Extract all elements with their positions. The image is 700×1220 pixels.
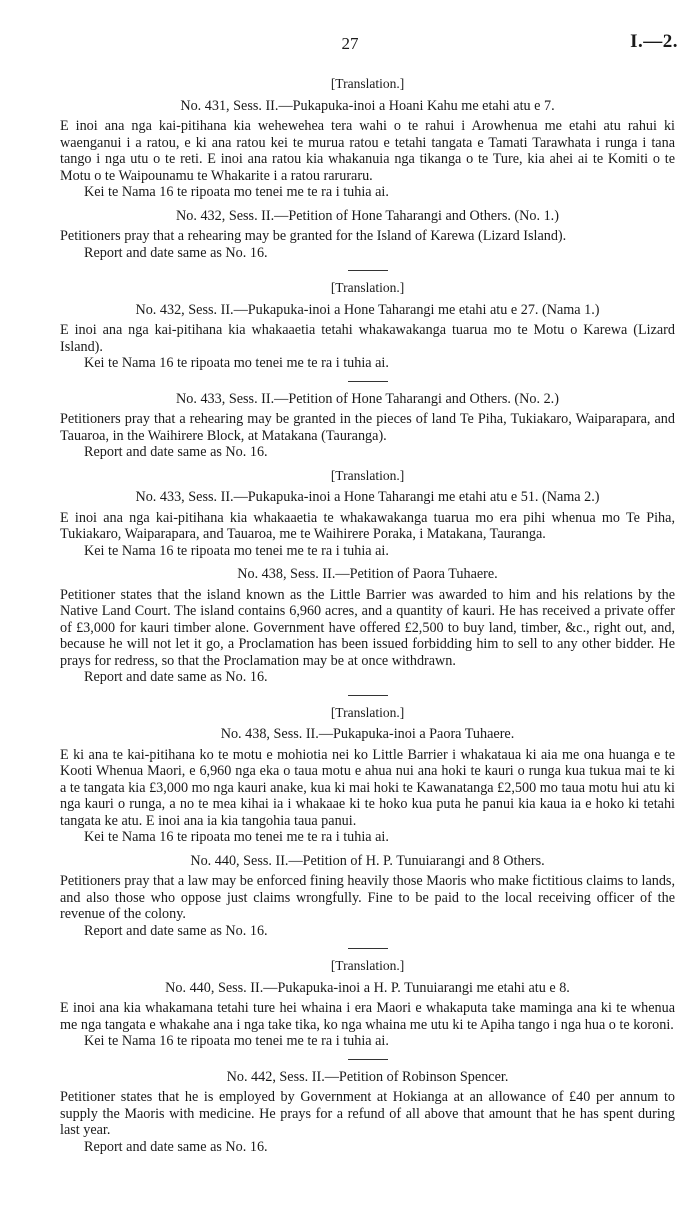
section-spacer [60,201,675,208]
petition-heading: No. 433, Sess. II.—Petition of Hone Taharangi and Others. (No. 2.) [176,390,559,407]
petition-section [60,566,675,686]
section-divider [348,270,388,271]
petition-heading: No. 432, Sess. II.—Petition of Hone Taharangi and Others. (No. 1.) [176,207,559,224]
petition-heading: No. 440, Sess. II.—Pukapuka-inoi a H. P. Tunuiarangi me etahi atu e 8. [165,979,570,996]
translation-label: [Translation.] [330,704,405,720]
section-divider [348,381,388,382]
page-number: 27 [341,34,359,53]
petition-text: E inoi ana kia whakamana tetahi ture hei whaina i era Maori e whakaputa take maminga ana ki te whenua me nga tangata e whakahe ana i nga take tika, ko nga whaina me utu ki te Apiha tango i nga hua o te koroni. [60,1000,675,1033]
section-spacer [60,846,675,853]
petition-section [60,958,675,1050]
report-note: Kei te Nama 16 te ripoata mo tenei me te ra i tuhia ai. [84,829,389,845]
report-note: Report and date same as No. 16. [84,922,268,939]
petition-heading: No. 438, Sess. II.—Petition of Paora Tuhaere. [237,566,498,582]
report-note: Report and date same as No. 16. [84,244,268,261]
report-note: Kei te Nama 16 te ripoata mo tenei me te ra i tuhia ai. [84,1033,389,1049]
petition-section [60,705,675,846]
section-divider [348,1059,388,1060]
petition-heading: No. 440, Sess. II.—Petition of H. P. Tunuiarangi and 8 Others. [190,852,545,869]
document-reference: I.—2. [630,31,678,52]
petition-text: Petitioners pray that a rehearing may be granted in the pieces of land Te Piha, Tukiakaro, Waiparapara, and Tauaroa, in the Waihirere Block, at Matakana (Tauranga). [60,411,675,444]
section-divider [348,948,388,949]
section-divider [348,695,388,696]
petition-section [60,468,675,560]
petition-text: E inoi ana nga kai-pitihana kia whakaaetia tetahi whakawakanga tuarua mo te Motu o Karewa (Lizard Island). [60,322,675,355]
petition-heading: No. 442, Sess. II.—Petition of Robinson Spencer. [226,1068,509,1085]
petition-text: Petitioner states that he is employed by Government at Hokianga at an allowance of £40 per annum to supply the Maoris with medicine. He prays for a refund of all above that amount that he has spent during last year. [60,1089,675,1138]
translation-label: [Translation.] [330,467,405,483]
section-spacer [60,559,675,566]
petition-heading: No. 433, Sess. II.—Pukapuka-inoi a Hone Taharangi me etahi atu e 51. (Nama 2.) [135,489,600,505]
report-note: Report and date same as No. 16. [84,1138,268,1155]
petition-section [60,391,675,461]
report-note: Report and date same as No. 16. [84,444,268,460]
report-note: Report and date same as No. 16. [84,669,268,685]
petition-section [60,1069,675,1156]
translation-label: [Translation.] [330,76,405,91]
petition-heading: No. 438, Sess. II.—Pukapuka-inoi a Paora Tuhaere. [220,726,515,742]
report-note: Kei te Nama 16 te ripoata mo tenei me te ra i tuhia ai. [84,355,389,371]
petition-section [60,280,675,372]
petition-text: E inoi ana nga kai-pitihana kia whakaaetia te whakawakanga tuarua mo era pihi whenua mo Te Piha, Tukiakaro, Waiparapara, and Tauaroa, me te Waihirere Poraka, i Matakana, Tauranga. [60,509,675,542]
translation-label: [Translation.] [330,958,405,973]
petition-section [60,853,675,940]
petition-heading: No. 431, Sess. II.—Pukapuka-inoi a Hoani Kahu me etahi atu e 7. [180,97,555,114]
petition-text: Petitioner states that the island known as the Little Barrier was awarded to him and his relations by the Native Land Court. The island contains 6,960 acres, and a quantity of kauri. He has received a private offer of £3,000 for kauri timber alone. Government have offered £2,500 to buy land, timber, &c., right out, and, because he will not let it go, a Proclamation has been issued forbidding him to sell to any other bidder. He prays for redress, so that the Proclamation may be at once withdrawn. [60,586,675,669]
report-note: Kei te Nama 16 te ripoata mo tenei me te ra i tuhia ai. [84,184,389,200]
petition-heading: No. 432, Sess. II.—Pukapuka-inoi a Hone Taharangi me etahi atu e 27. (Nama 1.) [135,301,600,318]
petition-text: Petitioners pray that a law may be enforced fining heavily those Maoris who make fictitious claims to lands, and also those who oppose just claims wrongfully. Fine to be paid to the local receiving officer of the revenue of the colony. [60,873,675,922]
report-note: Kei te Nama 16 te ripoata mo tenei me te ra i tuhia ai. [84,542,389,559]
petition-text: E inoi ana nga kai-pitihana kia wehewehea tera wahi o te rahui i Arowhenua me etahi atu rahui ki waenganui i a ratou, e ki ana ratou kei te murua ratou e tetahi tangata e Tamati Tarawhata i runga i tana tango i nga utu o te reti. E inoi ana ratou kia whakanuia nga tikanga o te Ture, kia ahei ai te Komiti o te Motu o te Waipounamu te Whakarite i a ratou raruraru. [60,118,675,184]
translation-label: [Translation.] [330,280,405,295]
petition-text: E ki ana te kai-pitihana ko te motu e mohiotia nei ko Little Barrier i whakataua ki aia me ona huanga e te Kooti Whenua Maori, e 6,960 nga eka o taua motu e ahua nui ana hoki te kauri o runga kua tukua mai te ki a te tangata kia £3,000 mo nga kauri anake, kua ki mai hoki te Kawanatanga £2,500 mo taua motu hui atu ki nga kauri o runga, a no te mea kihai ia i whakaae ki te hoko kua puta he panui kia kaua ia e hoko ki tetahi tangata ke atu. E inoi ana ia kia tangohia taua panui. [60,746,675,829]
petition-section [60,208,675,262]
petition-section [60,76,675,201]
section-spacer [60,461,675,468]
document-body [60,76,675,1155]
petition-text: Petitioners pray that a rehearing may be granted for the Island of Karewa (Lizard Island). [60,228,567,244]
